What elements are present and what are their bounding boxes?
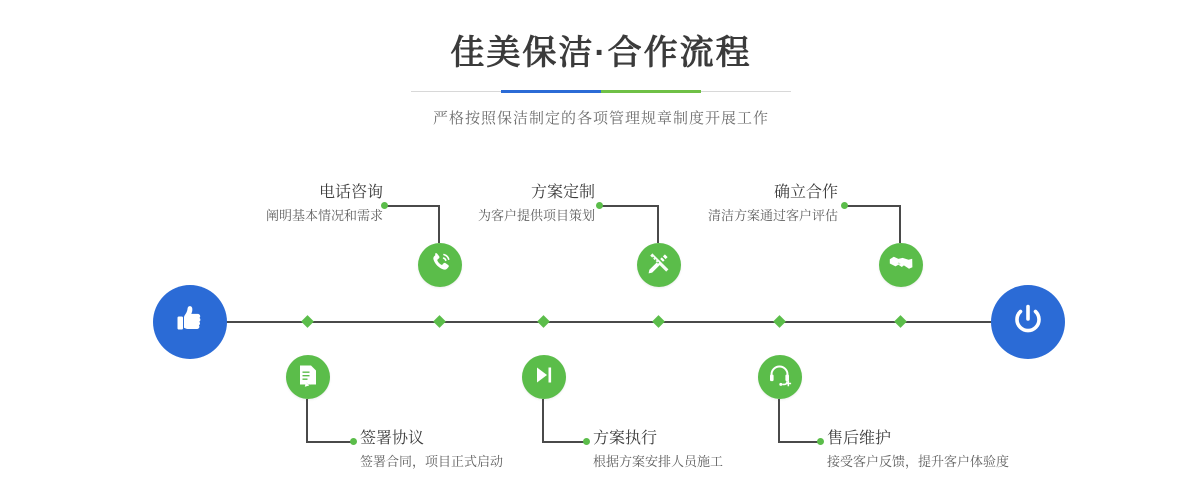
step-icon-6 xyxy=(758,355,802,399)
step-connector-dot-3 xyxy=(596,202,603,209)
step-icon-2 xyxy=(286,355,330,399)
step-desc-6: 接受客户反馈，提升客户体验度 xyxy=(827,454,1010,469)
phone-call-icon xyxy=(427,250,453,281)
step-connector-5-vertical xyxy=(899,205,901,243)
page-header xyxy=(0,30,1202,128)
page-title: 佳美保洁·合作流程 xyxy=(450,34,752,72)
step-connector-4-vertical xyxy=(542,399,544,441)
timeline-end-node xyxy=(991,285,1065,359)
step-marker-5 xyxy=(894,315,907,328)
step-connector-2-horizontal xyxy=(306,441,354,443)
step-icon-1 xyxy=(418,243,462,287)
step-icon-3 xyxy=(637,243,681,287)
step-marker-2 xyxy=(301,315,314,328)
thumbs-up-icon xyxy=(171,301,209,344)
step-desc-2: 签署合同，项目正式启动 xyxy=(360,454,504,469)
headset-support-icon xyxy=(767,362,793,393)
play-forward-icon xyxy=(532,363,556,392)
step-marker-1 xyxy=(433,315,446,328)
step-desc-5: 清洁方案通过客户评估 xyxy=(707,208,838,223)
pencil-ruler-icon xyxy=(646,250,672,281)
power-icon xyxy=(1008,300,1048,345)
step-title-2: 签署协议 xyxy=(360,430,425,447)
step-connector-2-vertical xyxy=(306,399,308,441)
divider-blue-segment xyxy=(501,90,601,93)
step-connector-5-horizontal xyxy=(845,205,900,207)
step-connector-6-vertical xyxy=(778,399,780,441)
step-connector-1-horizontal xyxy=(385,205,439,207)
step-desc-1: 阐明基本情况和需求 xyxy=(265,208,383,223)
step-title-3: 方案定制 xyxy=(530,184,595,201)
step-title-6: 售后维护 xyxy=(827,430,892,447)
step-connector-dot-6 xyxy=(817,438,824,445)
title-divider xyxy=(411,90,791,93)
step-connector-1-vertical xyxy=(438,205,440,243)
step-connector-6-horizontal xyxy=(778,441,820,443)
step-label-2 xyxy=(360,428,503,472)
step-title-4: 方案执行 xyxy=(593,430,658,447)
step-label-1 xyxy=(253,182,383,226)
step-connector-3-horizontal xyxy=(600,205,658,207)
step-connector-dot-5 xyxy=(841,202,848,209)
step-marker-6 xyxy=(773,315,786,328)
step-label-3 xyxy=(455,182,595,226)
step-marker-3 xyxy=(652,315,665,328)
step-connector-3-vertical xyxy=(657,205,659,243)
step-connector-dot-4 xyxy=(583,438,590,445)
step-marker-4 xyxy=(537,315,550,328)
document-edit-icon xyxy=(295,362,321,393)
step-label-4 xyxy=(593,428,723,472)
step-title-1: 电话咨询 xyxy=(318,184,383,201)
process-timeline xyxy=(0,160,1202,502)
step-label-5 xyxy=(700,182,838,226)
page-subtitle: 严格按照保洁制定的各项管理规章制度开展工作 xyxy=(432,110,769,127)
step-desc-4: 根据方案安排人员施工 xyxy=(593,454,724,469)
step-icon-4 xyxy=(522,355,566,399)
step-label-6 xyxy=(827,428,1009,472)
step-connector-dot-2 xyxy=(350,438,357,445)
divider-green-segment xyxy=(601,90,701,93)
step-connector-4-horizontal xyxy=(542,441,586,443)
step-icon-5 xyxy=(879,243,923,287)
timeline-start-node xyxy=(153,285,227,359)
handshake-icon xyxy=(888,250,914,281)
step-desc-3: 为客户提供项目策划 xyxy=(477,208,595,223)
step-title-5: 确立合作 xyxy=(773,184,838,201)
